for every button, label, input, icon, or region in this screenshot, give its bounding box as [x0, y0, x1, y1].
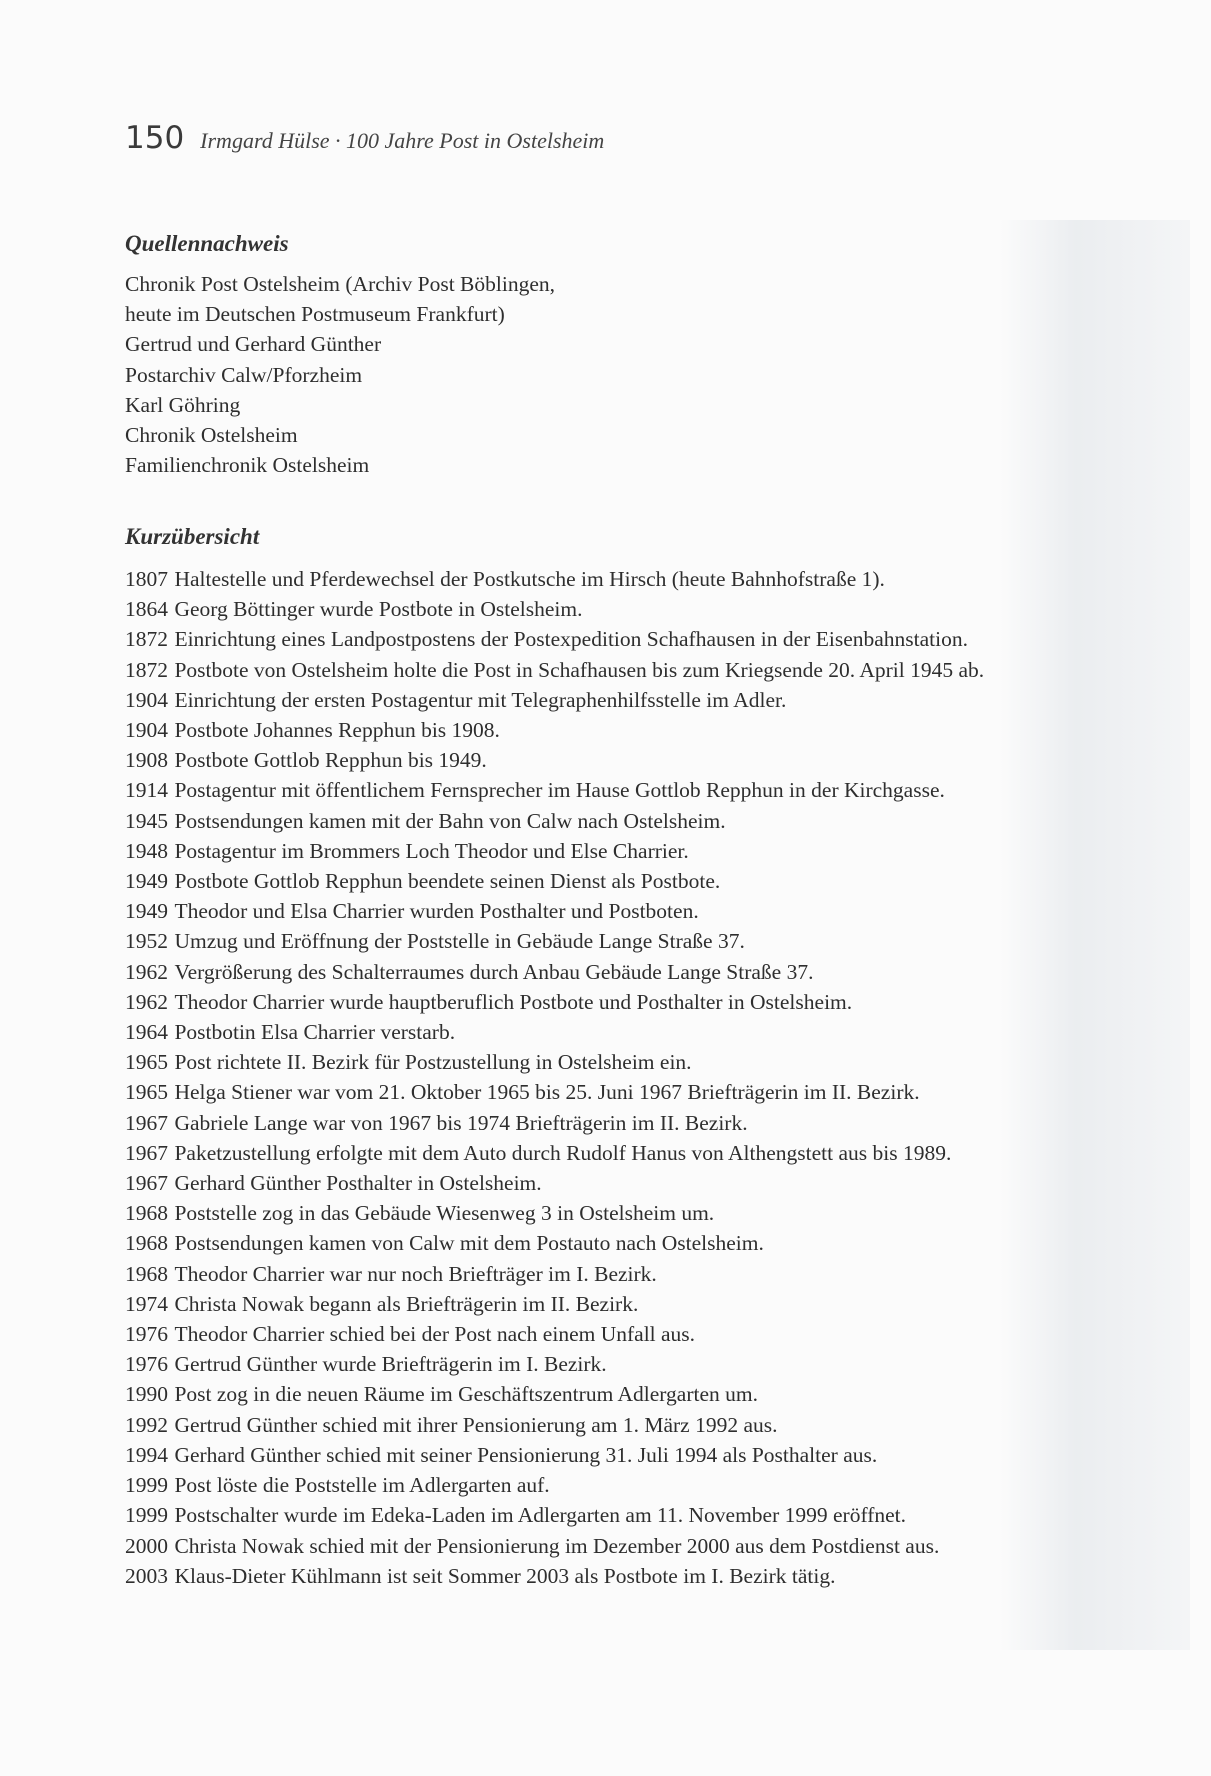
page-number: 150: [125, 120, 185, 156]
timeline-entry: [125, 926, 984, 956]
timeline-year: 1872: [125, 627, 168, 652]
timeline-year: 1952: [125, 929, 168, 954]
timeline-event-text: Christa Nowak begann als Briefträgerin im II. Bezirk.: [174, 1291, 639, 1316]
timeline-entry: [125, 1531, 984, 1561]
timeline-entry: [125, 564, 984, 594]
timeline-entry: [125, 594, 984, 624]
timeline-year: 1992: [125, 1412, 168, 1437]
timeline-event-text: Theodor Charrier wurde hauptberuflich Postbote und Posthalter in Ostelsheim.: [174, 989, 853, 1014]
timeline-year: 1864: [125, 597, 168, 622]
timeline-event-text: Post löste die Poststelle im Adlergarten auf.: [174, 1473, 550, 1498]
timeline-year: 1968: [125, 1231, 168, 1256]
timeline-event-text: Gertrud Günther schied mit ihrer Pensionierung am 1. März 1992 aus.: [174, 1412, 778, 1437]
timeline-entry: [125, 806, 984, 836]
timeline-entry: [125, 1410, 984, 1440]
timeline-entry: [125, 1047, 984, 1077]
timeline-event-text: Theodor und Elsa Charrier wurden Posthalter und Postboten.: [174, 899, 699, 924]
source-item: Chronik Ostelsheim: [125, 423, 298, 448]
timeline-event-text: Helga Stiener war vom 21. Oktober 1965 bis 25. Juni 1967 Briefträgerin im II. Bezirk.: [174, 1080, 920, 1105]
timeline-event-text: Klaus-Dieter Kühlmann ist seit Sommer 2003 als Postbote im I. Bezirk tätig.: [174, 1563, 836, 1588]
timeline-entry: [125, 1440, 984, 1470]
timeline-list: [125, 564, 984, 1591]
timeline-entry: [125, 1470, 984, 1500]
timeline-event-text: Postagentur mit öffentlichem Fernsprecher im Hause Gottlob Repphun in der Kirchgasse.: [174, 778, 945, 803]
timeline-year: 1962: [125, 959, 168, 984]
timeline-year: 1904: [125, 718, 168, 743]
timeline-event-text: Paketzustellung erfolgte mit dem Auto durch Rudolf Hanus von Althengstett aus bis 1989.: [174, 1140, 952, 1165]
timeline-entry: [125, 1108, 984, 1138]
timeline-section: [125, 522, 984, 1591]
timeline-year: 1908: [125, 748, 168, 773]
timeline-event-text: Poststelle zog in das Gebäude Wiesenweg 3 in Ostelsheim um.: [174, 1201, 715, 1226]
timeline-entry: [125, 1138, 984, 1168]
timeline-entry: [125, 987, 984, 1017]
timeline-event-text: Postbote Gottlob Repphun bis 1949.: [174, 748, 487, 773]
timeline-year: 1914: [125, 778, 168, 803]
source-item: Karl Göhring: [125, 392, 241, 417]
timeline-event-text: Gertrud Günther wurde Briefträgerin im I. Bezirk.: [174, 1352, 607, 1377]
timeline-year: 2003: [125, 1563, 168, 1588]
timeline-entry: [125, 957, 984, 987]
running-head: Irmgard Hülse · 100 Jahre Post in Ostelsheim: [200, 128, 605, 153]
timeline-year: 1999: [125, 1473, 168, 1498]
page-header: [125, 120, 604, 160]
timeline-event-text: Post zog in die neuen Räume im Geschäftszentrum Adlergarten um.: [174, 1382, 758, 1407]
timeline-entry: [125, 896, 984, 926]
timeline-year: 1968: [125, 1201, 168, 1226]
timeline-event-text: Gabriele Lange war von 1967 bis 1974 Briefträgerin im II. Bezirk.: [174, 1110, 748, 1135]
timeline-year: 1999: [125, 1503, 168, 1528]
timeline-entry: [125, 1017, 984, 1047]
timeline-year: 1968: [125, 1261, 168, 1286]
timeline-entry: [125, 836, 984, 866]
timeline-entry: [125, 1228, 984, 1258]
timeline-event-text: Umzug und Eröffnung der Poststelle in Gebäude Lange Straße 37.: [174, 929, 745, 954]
source-item: Postarchiv Calw/Pforzheim: [125, 362, 363, 387]
timeline-year: 2000: [125, 1533, 168, 1558]
timeline-entry: [125, 655, 984, 685]
timeline-event-text: Georg Böttinger wurde Postbote in Ostelsheim.: [174, 597, 583, 622]
timeline-heading: Kurzübersicht: [125, 524, 260, 549]
timeline-entry: [125, 1500, 984, 1530]
timeline-year: 1807: [125, 567, 168, 591]
timeline-entry: [125, 866, 984, 896]
timeline-entry: [125, 745, 984, 775]
timeline-year: 1990: [125, 1382, 168, 1407]
timeline-year: 1964: [125, 1020, 168, 1045]
timeline-year: 1904: [125, 687, 168, 712]
timeline-year: 1967: [125, 1140, 168, 1165]
timeline-year: 1994: [125, 1442, 168, 1467]
timeline-entry: [125, 715, 984, 745]
timeline-entry: [125, 1561, 984, 1591]
timeline-entry: [125, 1319, 984, 1349]
timeline-year: 1965: [125, 1050, 168, 1075]
timeline-event-text: Postbotin Elsa Charrier verstarb.: [174, 1020, 456, 1045]
timeline-entry: [125, 1289, 984, 1319]
timeline-entry: [125, 1349, 984, 1379]
timeline-event-text: Post richtete II. Bezirk für Postzustellung in Ostelsheim ein.: [174, 1050, 692, 1075]
timeline-event-text: Christa Nowak schied mit der Pensionierung im Dezember 2000 aus dem Postdienst aus.: [174, 1533, 940, 1558]
timeline-event-text: Postschalter wurde im Edeka-Laden im Adlergarten am 11. November 1999 eröffnet.: [174, 1503, 907, 1528]
timeline-event-text: Vergrößerung des Schalterraumes durch Anbau Gebäude Lange Straße 37.: [174, 959, 814, 984]
timeline-year: 1962: [125, 989, 168, 1014]
timeline-entry: [125, 624, 984, 654]
show-through-shading: [1000, 220, 1190, 1650]
timeline-entry: [125, 685, 984, 715]
sources-section: [125, 229, 555, 480]
timeline-entry: [125, 775, 984, 805]
timeline-year: 1872: [125, 657, 168, 682]
timeline-event-text: Gerhard Günther Posthalter in Ostelsheim.: [174, 1171, 542, 1196]
timeline-year: 1945: [125, 808, 168, 833]
timeline-event-text: Postbote von Ostelsheim holte die Post in Schafhausen bis zum Kriegsende 20. April 1945 ab.: [174, 657, 985, 682]
timeline-event-text: Postagentur im Brommers Loch Theodor und Else Charrier.: [174, 838, 689, 863]
timeline-event-text: Einrichtung der ersten Postagentur mit Telegraphenhilfsstelle im Adler.: [174, 687, 787, 712]
timeline-event-text: Gerhard Günther schied mit seiner Pensionierung 31. Juli 1994 als Posthalter aus.: [174, 1442, 878, 1467]
timeline-entry: [125, 1259, 984, 1289]
timeline-year: 1974: [125, 1291, 168, 1316]
timeline-year: 1967: [125, 1110, 168, 1135]
timeline-event-text: Postbote Gottlob Repphun beendete seinen Dienst als Postbote.: [174, 869, 721, 894]
source-item: Familienchronik Ostelsheim: [125, 453, 370, 478]
timeline-year: 1976: [125, 1322, 168, 1347]
timeline-event-text: Postbote Johannes Repphun bis 1908.: [174, 718, 500, 743]
sources-list: [125, 269, 555, 480]
timeline-year: 1965: [125, 1080, 168, 1105]
sources-heading: Quellennachweis: [125, 231, 289, 256]
timeline-year: 1976: [125, 1352, 168, 1377]
timeline-year: 1948: [125, 838, 168, 863]
timeline-entry: [125, 1379, 984, 1409]
timeline-event-text: Theodor Charrier war nur noch Briefträger im I. Bezirk.: [174, 1261, 657, 1286]
source-item: heute im Deutschen Postmuseum Frankfurt): [125, 302, 505, 327]
timeline-entry: [125, 1168, 984, 1198]
timeline-event-text: Postsendungen kamen von Calw mit dem Postauto nach Ostelsheim.: [174, 1231, 764, 1256]
timeline-event-text: Einrichtung eines Landpostpostens der Postexpedition Schafhausen in der Eisenbahnstation.: [174, 627, 968, 652]
timeline-event-text: Haltestelle und Pferdewechsel der Postkutsche im Hirsch (heute Bahnhofstraße 1).: [174, 567, 885, 591]
source-item: Chronik Post Ostelsheim (Archiv Post Böblingen,: [125, 272, 555, 296]
timeline-year: 1949: [125, 899, 168, 924]
timeline-event-text: Theodor Charrier schied bei der Post nach einem Unfall aus.: [174, 1322, 696, 1347]
timeline-entry: [125, 1198, 984, 1228]
timeline-year: 1967: [125, 1171, 168, 1196]
timeline-year: 1949: [125, 869, 168, 894]
source-item: Gertrud und Gerhard Günther: [125, 332, 382, 357]
timeline-event-text: Postsendungen kamen mit der Bahn von Calw nach Ostelsheim.: [174, 808, 726, 833]
timeline-entry: [125, 1077, 984, 1107]
